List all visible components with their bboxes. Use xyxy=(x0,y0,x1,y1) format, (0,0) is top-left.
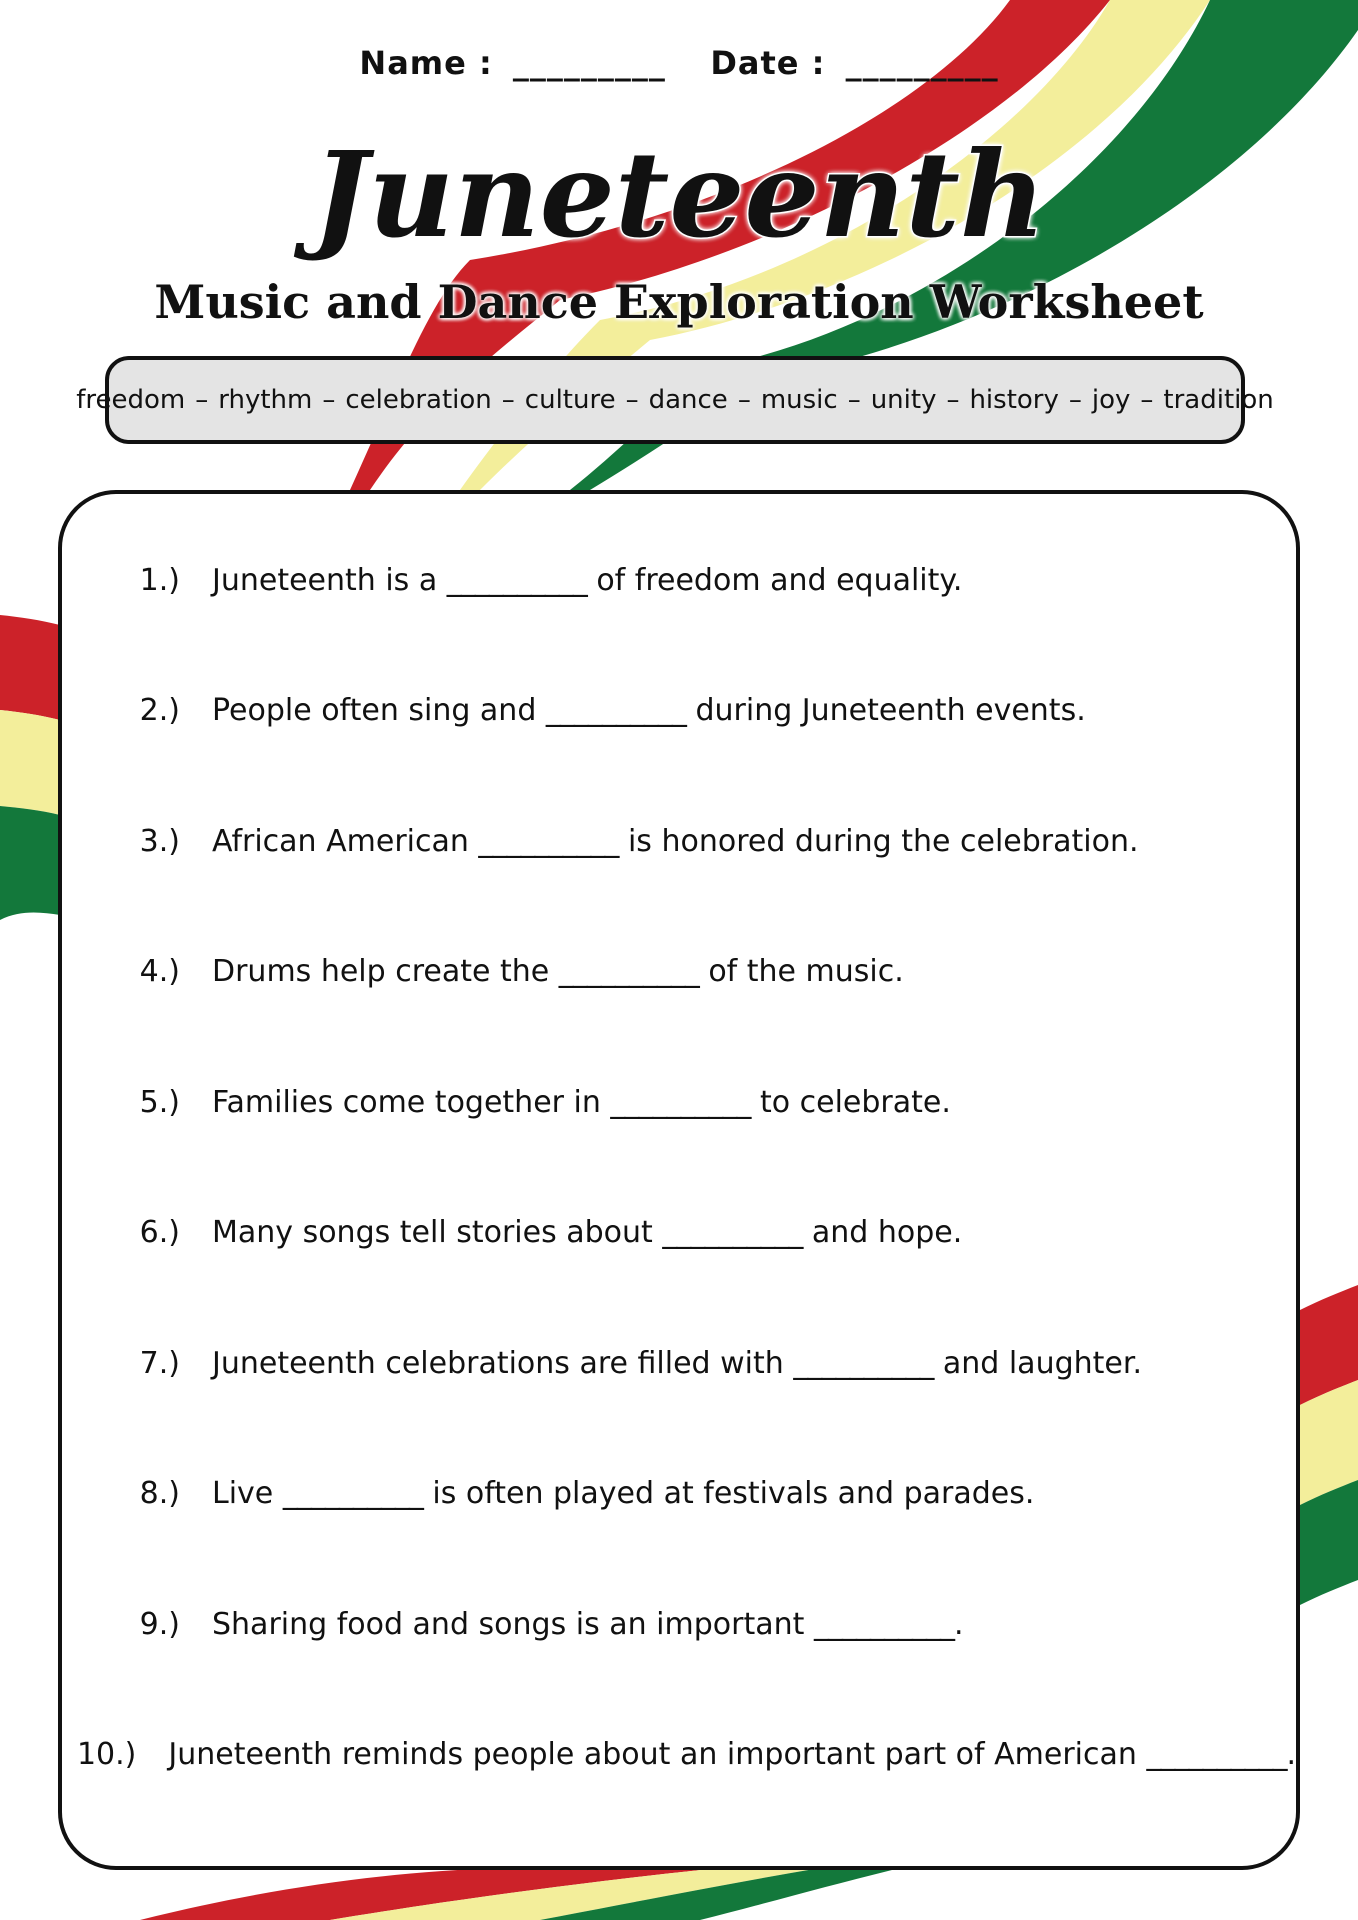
question-text-after: during Juneteenth events. xyxy=(695,693,1086,728)
question-row xyxy=(62,1333,1296,1393)
question-row xyxy=(62,1594,1296,1654)
name-blank[interactable]: _________ xyxy=(512,44,666,82)
question-row xyxy=(62,681,1296,741)
word-bank-separator: – xyxy=(1140,385,1154,415)
word-bank-separator: – xyxy=(946,385,960,415)
question-text xyxy=(212,563,962,598)
question-text xyxy=(212,1607,963,1642)
question-number: 5.) xyxy=(139,1084,180,1120)
question-text-after: of the music. xyxy=(708,954,904,989)
question-text-after: to celebrate. xyxy=(759,1084,951,1120)
question-text-before: Drums help create the xyxy=(212,954,550,989)
question-text-after: is honored during the celebration. xyxy=(627,823,1139,859)
question-text-before: Juneteenth is a xyxy=(212,562,438,598)
word-bank-separator: – xyxy=(1068,385,1082,415)
left-stripe-green xyxy=(0,806,60,920)
name-date-line xyxy=(0,44,1358,82)
word-bank-item: tradition xyxy=(1163,385,1274,415)
question-text xyxy=(168,1737,1296,1772)
answer-blank[interactable]: __________ xyxy=(282,1476,423,1511)
left-stripe-red xyxy=(0,615,60,720)
answer-blank[interactable]: __________ xyxy=(545,693,686,728)
question-text-after: . xyxy=(1286,1737,1296,1772)
question-text xyxy=(212,693,1086,728)
page-subtitle: Music and Dance Exploration Worksheet xyxy=(154,275,1204,329)
question-number: 1.) xyxy=(139,562,180,598)
word-bank-item: freedom xyxy=(76,385,186,415)
word-bank xyxy=(76,356,1274,444)
word-bank-item: culture xyxy=(524,385,616,415)
question-text-before: African American xyxy=(212,823,469,859)
word-bank-separator: – xyxy=(501,385,515,415)
word-bank-item: joy xyxy=(1091,385,1131,415)
question-text-after: of freedom and equality. xyxy=(596,562,963,598)
question-row xyxy=(62,1725,1296,1785)
question-number: 4.) xyxy=(139,954,180,989)
answer-blank[interactable]: __________ xyxy=(478,823,619,859)
answer-blank[interactable]: __________ xyxy=(446,562,587,598)
word-bank-item: unity xyxy=(870,385,937,415)
question-text xyxy=(212,824,1139,859)
answer-blank[interactable]: __________ xyxy=(662,1215,803,1250)
answer-blank[interactable]: __________ xyxy=(610,1084,751,1120)
question-text-before: Families come together in xyxy=(212,1084,601,1120)
word-bank-separator: – xyxy=(847,385,861,415)
question-text xyxy=(212,954,904,989)
question-text-before: People often sing and xyxy=(212,693,537,728)
question-row xyxy=(62,811,1296,871)
question-number: 6.) xyxy=(139,1215,180,1250)
question-text xyxy=(212,1346,1142,1381)
question-text-before: Juneteenth celebrations are filled with xyxy=(212,1345,784,1381)
question-number: 3.) xyxy=(139,823,180,859)
question-number: 8.) xyxy=(139,1476,180,1511)
question-text-after: is often played at festivals and parades. xyxy=(432,1476,1035,1511)
question-number: 9.) xyxy=(139,1606,180,1642)
questions-card xyxy=(58,490,1300,1870)
question-text-after: . xyxy=(953,1606,964,1642)
word-bank-separator: – xyxy=(737,385,751,415)
word-bank-item: history xyxy=(969,385,1059,415)
word-bank-item: celebration xyxy=(345,385,492,415)
question-text xyxy=(212,1085,951,1120)
word-bank-separator: – xyxy=(195,385,209,415)
question-text-before: Juneteenth reminds people about an important part of American xyxy=(168,1737,1137,1772)
left-stripe-yellow xyxy=(0,710,60,815)
name-label: Name : xyxy=(359,44,493,82)
question-row xyxy=(62,942,1296,1002)
answer-blank[interactable]: __________ xyxy=(1146,1737,1287,1772)
word-bank-item: rhythm xyxy=(218,385,313,415)
question-text-before: Sharing food and songs is an important xyxy=(212,1606,805,1642)
word-bank-separator: – xyxy=(625,385,639,415)
question-text-before: Many songs tell stories about xyxy=(212,1215,653,1250)
question-number: 7.) xyxy=(139,1345,180,1381)
word-bank-separator: – xyxy=(322,385,336,415)
question-row xyxy=(62,1072,1296,1132)
question-text xyxy=(212,1476,1034,1511)
answer-blank[interactable]: __________ xyxy=(813,1606,954,1642)
answer-blank[interactable]: __________ xyxy=(793,1345,934,1381)
question-text-before: Live xyxy=(212,1476,274,1511)
date-label: Date : xyxy=(710,44,826,82)
question-row xyxy=(62,1203,1296,1263)
question-row xyxy=(62,550,1296,610)
question-row xyxy=(62,1464,1296,1524)
question-number: 10.) xyxy=(76,1737,137,1772)
word-bank-item: music xyxy=(760,385,838,415)
question-text-after: and hope. xyxy=(811,1215,963,1250)
question-text xyxy=(212,1215,962,1250)
word-bank-item: dance xyxy=(648,385,728,415)
question-text-after: and laughter. xyxy=(942,1345,1142,1381)
answer-blank[interactable]: __________ xyxy=(558,954,699,989)
page-title: Juneteenth xyxy=(312,125,1046,264)
date-blank[interactable]: _________ xyxy=(845,44,999,82)
question-number: 2.) xyxy=(139,693,180,728)
